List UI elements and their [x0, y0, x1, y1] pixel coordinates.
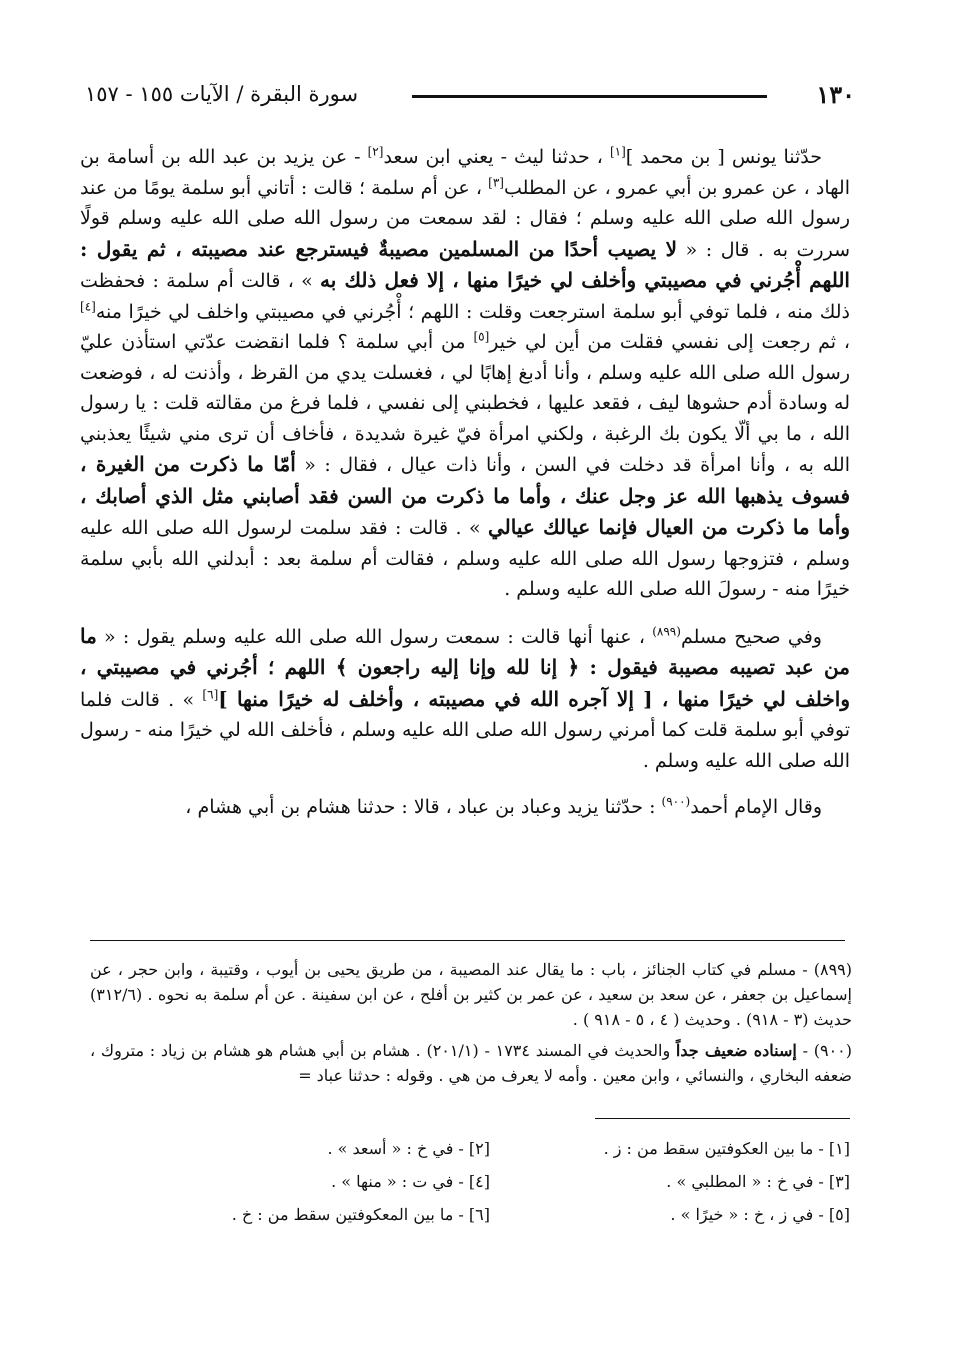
variant-row	[130, 1198, 850, 1231]
text-segment: : حدّثنا يزيد وعباد بن عباد ، قالا : حدثنا هشام بن أبي هشام ،	[185, 796, 662, 818]
text-segment: ، حدثنا ليث - يعني ابن سعد	[383, 146, 610, 168]
variant-note: [٦] - ما بين المعكوفتين سقط من : خ .	[231, 1205, 490, 1224]
text-segment: ، عنها أنها قالت : سمعت رسول الله صلى الله عليه وسلم يقول : «	[96, 625, 653, 648]
paragraph-sahih-muslim	[80, 621, 850, 777]
main-text	[80, 142, 850, 823]
variant-marker: [٦]	[202, 687, 219, 702]
variant-row	[130, 1132, 850, 1165]
text-segment: ، ثم رجعت إلى نفسي فقلت من أين لي خير	[489, 331, 850, 353]
footnote-899: (٨٩٩) - مسلم في كتاب الجنائز ، باب : ما يقال عند المصيبة ، من طريق يحيى بن أيوب ، وقتيبة ، وابن حجر ، عن إسماعيل بن جعفر ، عن سعد بن سعيد ، عن عمر بن كثير بن أفلح ، عن ابن سفينة . عن أم سلمة به نحوه . (٣١٢/٦) حديث (٣ - ٩١٨) . وحديث ( ٤ ، ٥ - ٩١٨ ) .	[90, 960, 852, 1029]
text-segment: حدّثنا يونس [ بن محمد ]	[625, 146, 822, 168]
text-segment: » . قالت فلما توفي أبو سلمة قلت كما أمرني رسول الله صلى الله عليه وسلم ، فأخلف الله لي خيرًا منه - رسول الله صلى الله عليه وسلم .	[80, 688, 850, 772]
paragraph-imam-ahmad	[80, 792, 850, 823]
footnote-900	[90, 1038, 852, 1088]
text-segment: ، عن أم سلمة ؛ قالت : أتاني أبو سلمة يومًا من عند رسول الله صلى الله عليه وسلم ؛ فقال : لقد سمعت من رسول الله صلى الله عليه وسلم قولًا سررت به . قال : «	[80, 176, 850, 261]
footnote-marker: (٩٠٠)	[661, 794, 691, 809]
variant-marker: [٣]	[488, 175, 504, 190]
textual-variants	[130, 1132, 850, 1231]
variant-note: [١] - ما بين العكوفتين سقط من : ز .	[603, 1139, 850, 1158]
hadith-quote: ما من عبد تصيبه مصيبة فيقول : ﴿ إنا لله وإنا إليه راجعون ﴾ اللهم ؛ أجُرني في مصيبتي ، واخلف لي خيرًا منها ، [ إلا آجره الله في مصيبته ، وأخلف له خيرًا منها ]	[80, 623, 850, 711]
variant-note: [٢] - في خ : « أسعد » .	[327, 1139, 490, 1158]
grading-text: إسناده ضعيف جداً	[675, 1041, 797, 1060]
text-segment: - عن يزيد بن عبد الله بن أسامة بن الهاد ، عن عمرو بن أبي عمرو ، عن المطلب	[80, 146, 850, 199]
header-rule	[412, 95, 767, 98]
text-segment: » ، قالت أم سلمة : فحفظت ذلك منه ، فلما توفي أبو سلمة استرجعت وقلت : اللهم ؛ أْجُرني في مصيبتي واخلف لي خيرًا منه	[80, 270, 850, 323]
running-title: سورة البقرة / الآيات ١٥٥ - ١٥٧	[85, 82, 359, 106]
variant-marker: [٢]	[367, 144, 384, 159]
text-segment: وقال الإمام أحمد	[690, 796, 822, 818]
variant-marker: [٥]	[473, 329, 490, 344]
footnote-marker: (٨٩٩)	[652, 624, 681, 639]
hadith-quote: لا يصيب أحدًا من المسلمين مصيبةٌ فيسترجع عند مصيبته ، ثم يقول : اللهم أْجُرني في مصيبتي وأخلف لي خيرًا منها ، إلا فعل ذلك به	[80, 236, 850, 292]
page-number: ١٣٠	[816, 80, 855, 109]
text-segment: وفي صحيح مسلم	[680, 625, 822, 648]
footnote-number: (٩٠٠) -	[796, 1041, 852, 1060]
hadith-quote: أمّا ما ذكرت من الغيرة ، فسوف يذهبها الله عز وجل عنك ، وأما ما ذكرت من السن فقد أصابني مثل الذي أصابك ، وأما ما ذكرت من العيال فإنما عيالك عيالي	[80, 452, 850, 539]
footnote-separator	[90, 940, 845, 941]
variant-note: [٤] - في ت : « منها » .	[331, 1172, 490, 1191]
text-segment: من أبي سلمة ؟ فلما انقضت عدّتي استأذن عليّ رسول الله صلى الله عليه وسلم ، وأنا أدبغ إهابًا لي ، فغسلت يدي من القرظ ، وأذنت له ، فوضعت له وسادة أدم حشوها ليف ، فقعد عليها ، فخطبني إلى نفسي ، فلما فرغ من مقالته قلت : يا رسول الله ، ما بي ألّا يكون بك الرغبة ، ولكني امرأة فيّ غيرة شديدة ، فأخاف أن ترى مني شيئًا يعذبني الله به ، وأنا امرأة قد دخلت في السن ، وأنا ذات عيال ، فقال : «	[80, 331, 850, 476]
variants-separator	[595, 1118, 850, 1119]
variant-marker: [٤]	[80, 299, 96, 314]
variant-note: [٥] - في ز ، خ : « خيرًا » .	[670, 1205, 850, 1224]
text-segment: » . قالت : فقد سلمت لرسول الله صلى الله عليه وسلم ، فتزوجها رسول الله صلى الله عليه وسلم ، فقالت أم سلمة بعد : أبدلني الله بأبي سلمة خيرًا منه - رسولَ الله صلى الله عليه وسلم .	[80, 517, 850, 600]
page-header	[85, 80, 855, 120]
paragraph-hadith-umm-salama	[80, 142, 850, 605]
variant-marker: [١]	[609, 144, 626, 159]
variant-row	[130, 1165, 850, 1198]
footnote-body: والحديث في المسند ١٧٣٤ - (٢٠١/١) . هشام بن أبي هشام هو هشام بن زياد : متروك ، ضعفه البخاري ، والنسائي ، وابن معين . وأمه لا يعرف من هي . وقوله : حدثنا عباد =	[90, 1041, 852, 1085]
variant-note: [٣] - في خ : « المطلبي » .	[666, 1172, 850, 1191]
footnotes	[90, 957, 852, 1094]
